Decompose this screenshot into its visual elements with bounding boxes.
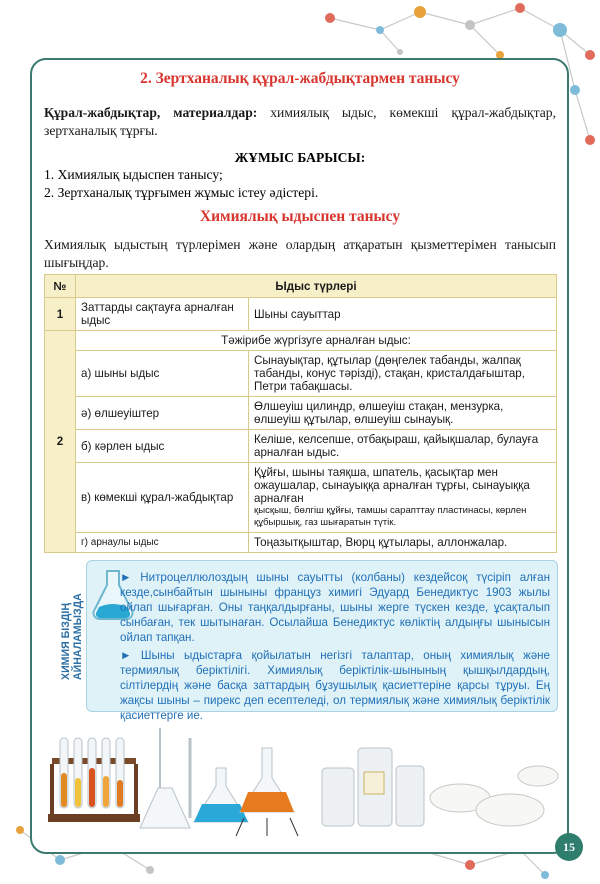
table-header-title: Ыдыс түрлері	[76, 275, 557, 298]
lab-glassware-illustration	[30, 718, 560, 838]
equipment-paragraph	[44, 104, 556, 140]
table-row	[45, 351, 557, 397]
sidebar-label	[60, 593, 84, 680]
row-category: Заттарды сақтауға арналған ыдыс	[76, 298, 249, 331]
equipment-text: химиялық ыдыс, көмекші құрал-жабдықтар, зертханалық тұрғы.	[44, 105, 556, 138]
table-row	[45, 533, 557, 553]
row-items: Шыны сауыттар	[249, 298, 557, 331]
row-category: б) кәрлен ыдыс	[76, 430, 249, 463]
info-paragraph-2: ► Шыны ыдыстарға қойылатын негізгі талаптар, оның химиялық және термиялық беріктілігі. Химиялық беріктілік-шынының қышқылдардың, сілтілердің және басқа заттардың бұзушылық қасиеттеріне қарсы тұруы. Ең жақсы шыны – пирекс деп есептеледі, ол термиялық және химиялық беріктілік қасиеттерге ие.	[120, 649, 550, 722]
row-items: Өлшеуіш цилиндр, өлшеуіш стақан, мензурка, өлшеуіш құтылар, өлшеуіш сынауық.	[249, 397, 557, 430]
row-items: Тоңазытқыштар, Вюрц құтылары, аллонжалар.	[249, 533, 557, 553]
subsection-intro: Химиялық ыдыстың түрлерімен және олардың атқаратын қызметтерімен танысып шығыңдар.	[44, 237, 556, 270]
work-steps	[44, 166, 556, 202]
table-row	[45, 397, 557, 430]
section-title: 2. Зертханалық құрал-жабдықтармен танысу	[140, 70, 460, 87]
row-category: в) көмекші құрал-жабдықтар	[76, 463, 249, 533]
subsection-title: Химиялық ыдыспен танысу	[199, 208, 401, 225]
page-number: 15	[555, 833, 583, 861]
table-row	[45, 298, 557, 331]
row-category: ә) өлшеуіштер	[76, 397, 249, 430]
sidebar-label-line2: АЙНАЛАМЫЗДА	[72, 593, 84, 680]
row-items: Келіше, келсепше, отбақыраш, қайықшалар, булауға арналған ыдыс.	[249, 430, 557, 463]
equipment-label: Құрал-жабдықтар, материалдар:	[44, 105, 258, 120]
row-number: 1	[45, 298, 76, 331]
vessel-types-table	[44, 274, 557, 553]
table-row	[45, 463, 557, 533]
row-items-small: қысқыш, бөлгіш құйғы, тамшы сарапттау пластинасы, көрлен құбыршық, газ шығаратын түтік.	[254, 505, 527, 528]
info-paragraph-1: ► Нитроцеллюлоздың шыны сауытты (колбаны) кездейсоқ түсіріп алған кезде,сынбайтын шыныны француз химигі Эдуард Бенедиктус 1903 жылы ойлап шығарған. Оны таңқалдырғаны, шыны жерге түскен кезде, ұсақталып сынбаған, тек шытынаған. Осылайша Бенедиктус көліктің алдыңғы шынысын ойлап тапқан.	[120, 571, 550, 644]
sidebar-label-line1: ХИМИЯ БІЗДІҢ	[60, 602, 72, 680]
row-items	[249, 463, 557, 533]
row-category: а) шыны ыдыс	[76, 351, 249, 397]
work-step-1: 1. Химиялық ыдыспен танысу;	[44, 167, 223, 182]
work-title: ЖҰМЫС БАРЫСЫ:	[234, 150, 366, 165]
row-items-main: Құйғы, шыны таяқша, шпатель, қасықтар мен ожаушалар, сынауыққа арналған тұрғы, сынауыққа арналған	[254, 466, 530, 505]
row-subheader: Тәжірибе жүргізуге арналған ыдыс:	[76, 331, 557, 351]
table-header-row	[45, 275, 557, 298]
table-row	[45, 331, 557, 351]
row-number: 2	[45, 331, 76, 553]
table-row	[45, 430, 557, 463]
table-header-num: №	[45, 275, 76, 298]
row-category: г) арнаулы ыдыс	[76, 533, 249, 553]
work-step-2: 2. Зертханалық тұрғымен жұмыс істеу әдістері.	[44, 185, 319, 200]
row-items: Сынауықтар, құтылар (дөңгелек табанды, жалпақ табанды, конус тәрізді), стақан, кристалдағыштар, Петри табақшасы.	[249, 351, 557, 397]
